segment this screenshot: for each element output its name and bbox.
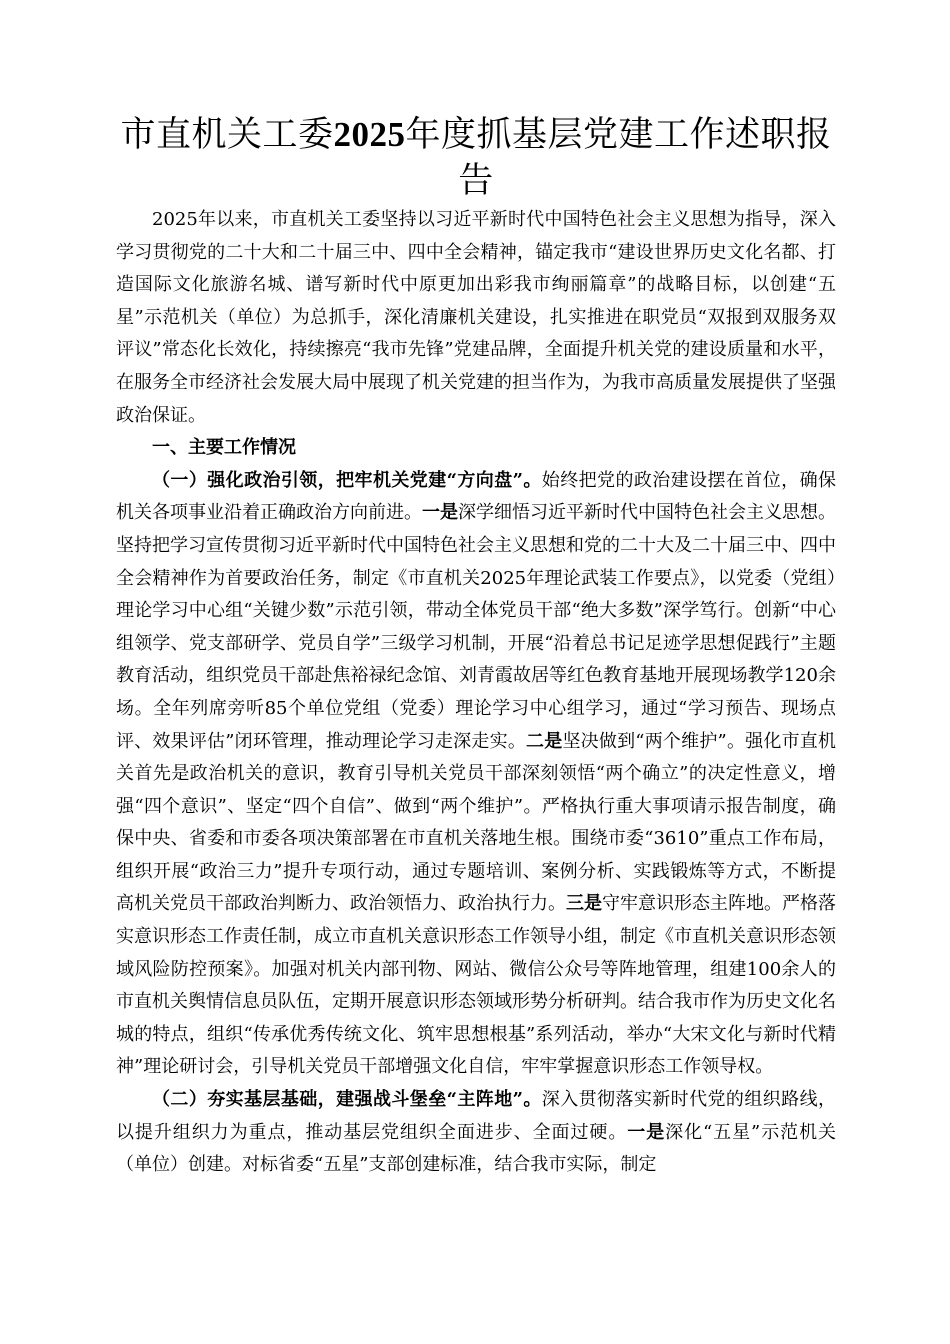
document-title [116, 112, 836, 204]
subsection-1-text-3: 守牢意识形态主阵地。严格落实意识形态工作责任制，成立市直机关意识形态工作领导小组，制定《市直机关意识形态领域风险防控预案》。加强对机关内部刊物、网站、微信公众号等阵地管理，组建100余人的市直机关舆情信息员队伍，定期开展意识形态领域形势分析研判。结合我市作为历史文化名城的特点，组织“传承优秀传统文化、筑牢思想根基”系列活动，举办“大宋文化与新时代精神”理论研讨会，引导机关党员干部增强文化自信，牢牢掌握意识形态工作领导权。 [116, 893, 836, 1078]
title-year: 2025 [333, 115, 406, 154]
subsection-2-heading: （二）夯实基层基础，建强战斗堡垒“主阵地”。 [152, 1089, 542, 1111]
section-heading-main-work: 一、主要工作情况 [152, 437, 296, 459]
title-suffix: 年度抓基层党建工作述职报告 [405, 115, 832, 201]
document-page [116, 112, 836, 1182]
subsection-1-marker-3: 三是 [566, 893, 602, 915]
title-prefix: 市直机关工委 [120, 115, 334, 155]
subsection-1-marker-2: 二是 [526, 730, 563, 752]
subsection-1-text-1: 深学细悟习近平新时代中国特色社会主义思想。坚持把学习宣传贯彻习近平新时代中国特色社会主义思想和党的二十大及二十届三中、四中全会精神作为首要政治任务，制定《市直机关2025年理论武装工作要点》，以党委（党组）理论学习中心组“关键少数”示范引领，带动全体党员干部“绝大多数”深学笃行。创新“中心组领学、党支部研学、党员自学”三级学习机制，开展“沿着总书记足迹学思想促践行”主题教育活动，组织党员干部赴焦裕禄纪念馆、刘青霞故居等红色教育基地开展现场教学120余场。全年列席旁听85个单位党组（党委）理论学习中心组学习，通过“学习预告、现场点评、效果评估”闭环管理，推动理论学习走深走实。 [116, 502, 836, 752]
subsection-1-lead: 始终把党的政治建设摆在首位，确保机关各项事业沿着正确政治方向前进。 [116, 469, 836, 524]
subsection-2-marker-1: 一是 [627, 1121, 666, 1143]
subsection-2-lead: 深入贯彻落实新时代党的组织路线，以提升组织力为重点，推动基层党组织全面进步、全面过硬。 [116, 1089, 836, 1143]
intro-paragraph: 2025年以来，市直机关工委坚持以习近平新时代中国特色社会主义思想为指导，深入学习贯彻党的二十大和二十届三中、四中全会精神，锚定我市“建设世界历史文化名都、打造国际文化旅游名城、谱写新时代中原更加出彩我市绚丽篇章”的战略目标，以创建“五星”示范机关（单位）为总抓手，深化清廉机关建设，扎实推进在职党员“双报到双服务双评议”常态化长效化，持续擦亮“我市先锋”党建品牌，全面提升机关党的建设质量和水平，在服务全市经济社会发展大局中展现了机关党建的担当作为，为我市高质量发展提供了坚强政治保证。 [116, 209, 836, 426]
subsection-1-heading: （一）强化政治引领，把牢机关党建“方向盘”。 [152, 469, 542, 491]
subsection-1-text-2: 坚决做到“两个维护”。强化市直机关首先是政治机关的意识，教育引导机关党员干部深刻领悟“两个确立”的决定性意义，增强“四个意识”、坚定“四个自信”、做到“两个维护”。严格执行重大事项请示报告制度，确保中央、省委和市委各项决策部署在市直机关落地生根。围绕市委“3610”重点工作布局，组织开展“政治三力”提升专项行动，通过专题培训、案例分析、实践锻炼等方式，不断提高机关党员干部政治判断力、政治领悟力、政治执行力。 [116, 730, 837, 915]
subsection-1-paragraph [116, 465, 836, 1084]
subsection-1-marker-1: 一是 [422, 502, 458, 524]
subsection-2-paragraph [116, 1084, 836, 1182]
subsection-2-text-1: 深化“五星”示范机关（单位）创建。对标省委“五星”支部创建标准，结合我市实际，制定 [116, 1121, 837, 1176]
